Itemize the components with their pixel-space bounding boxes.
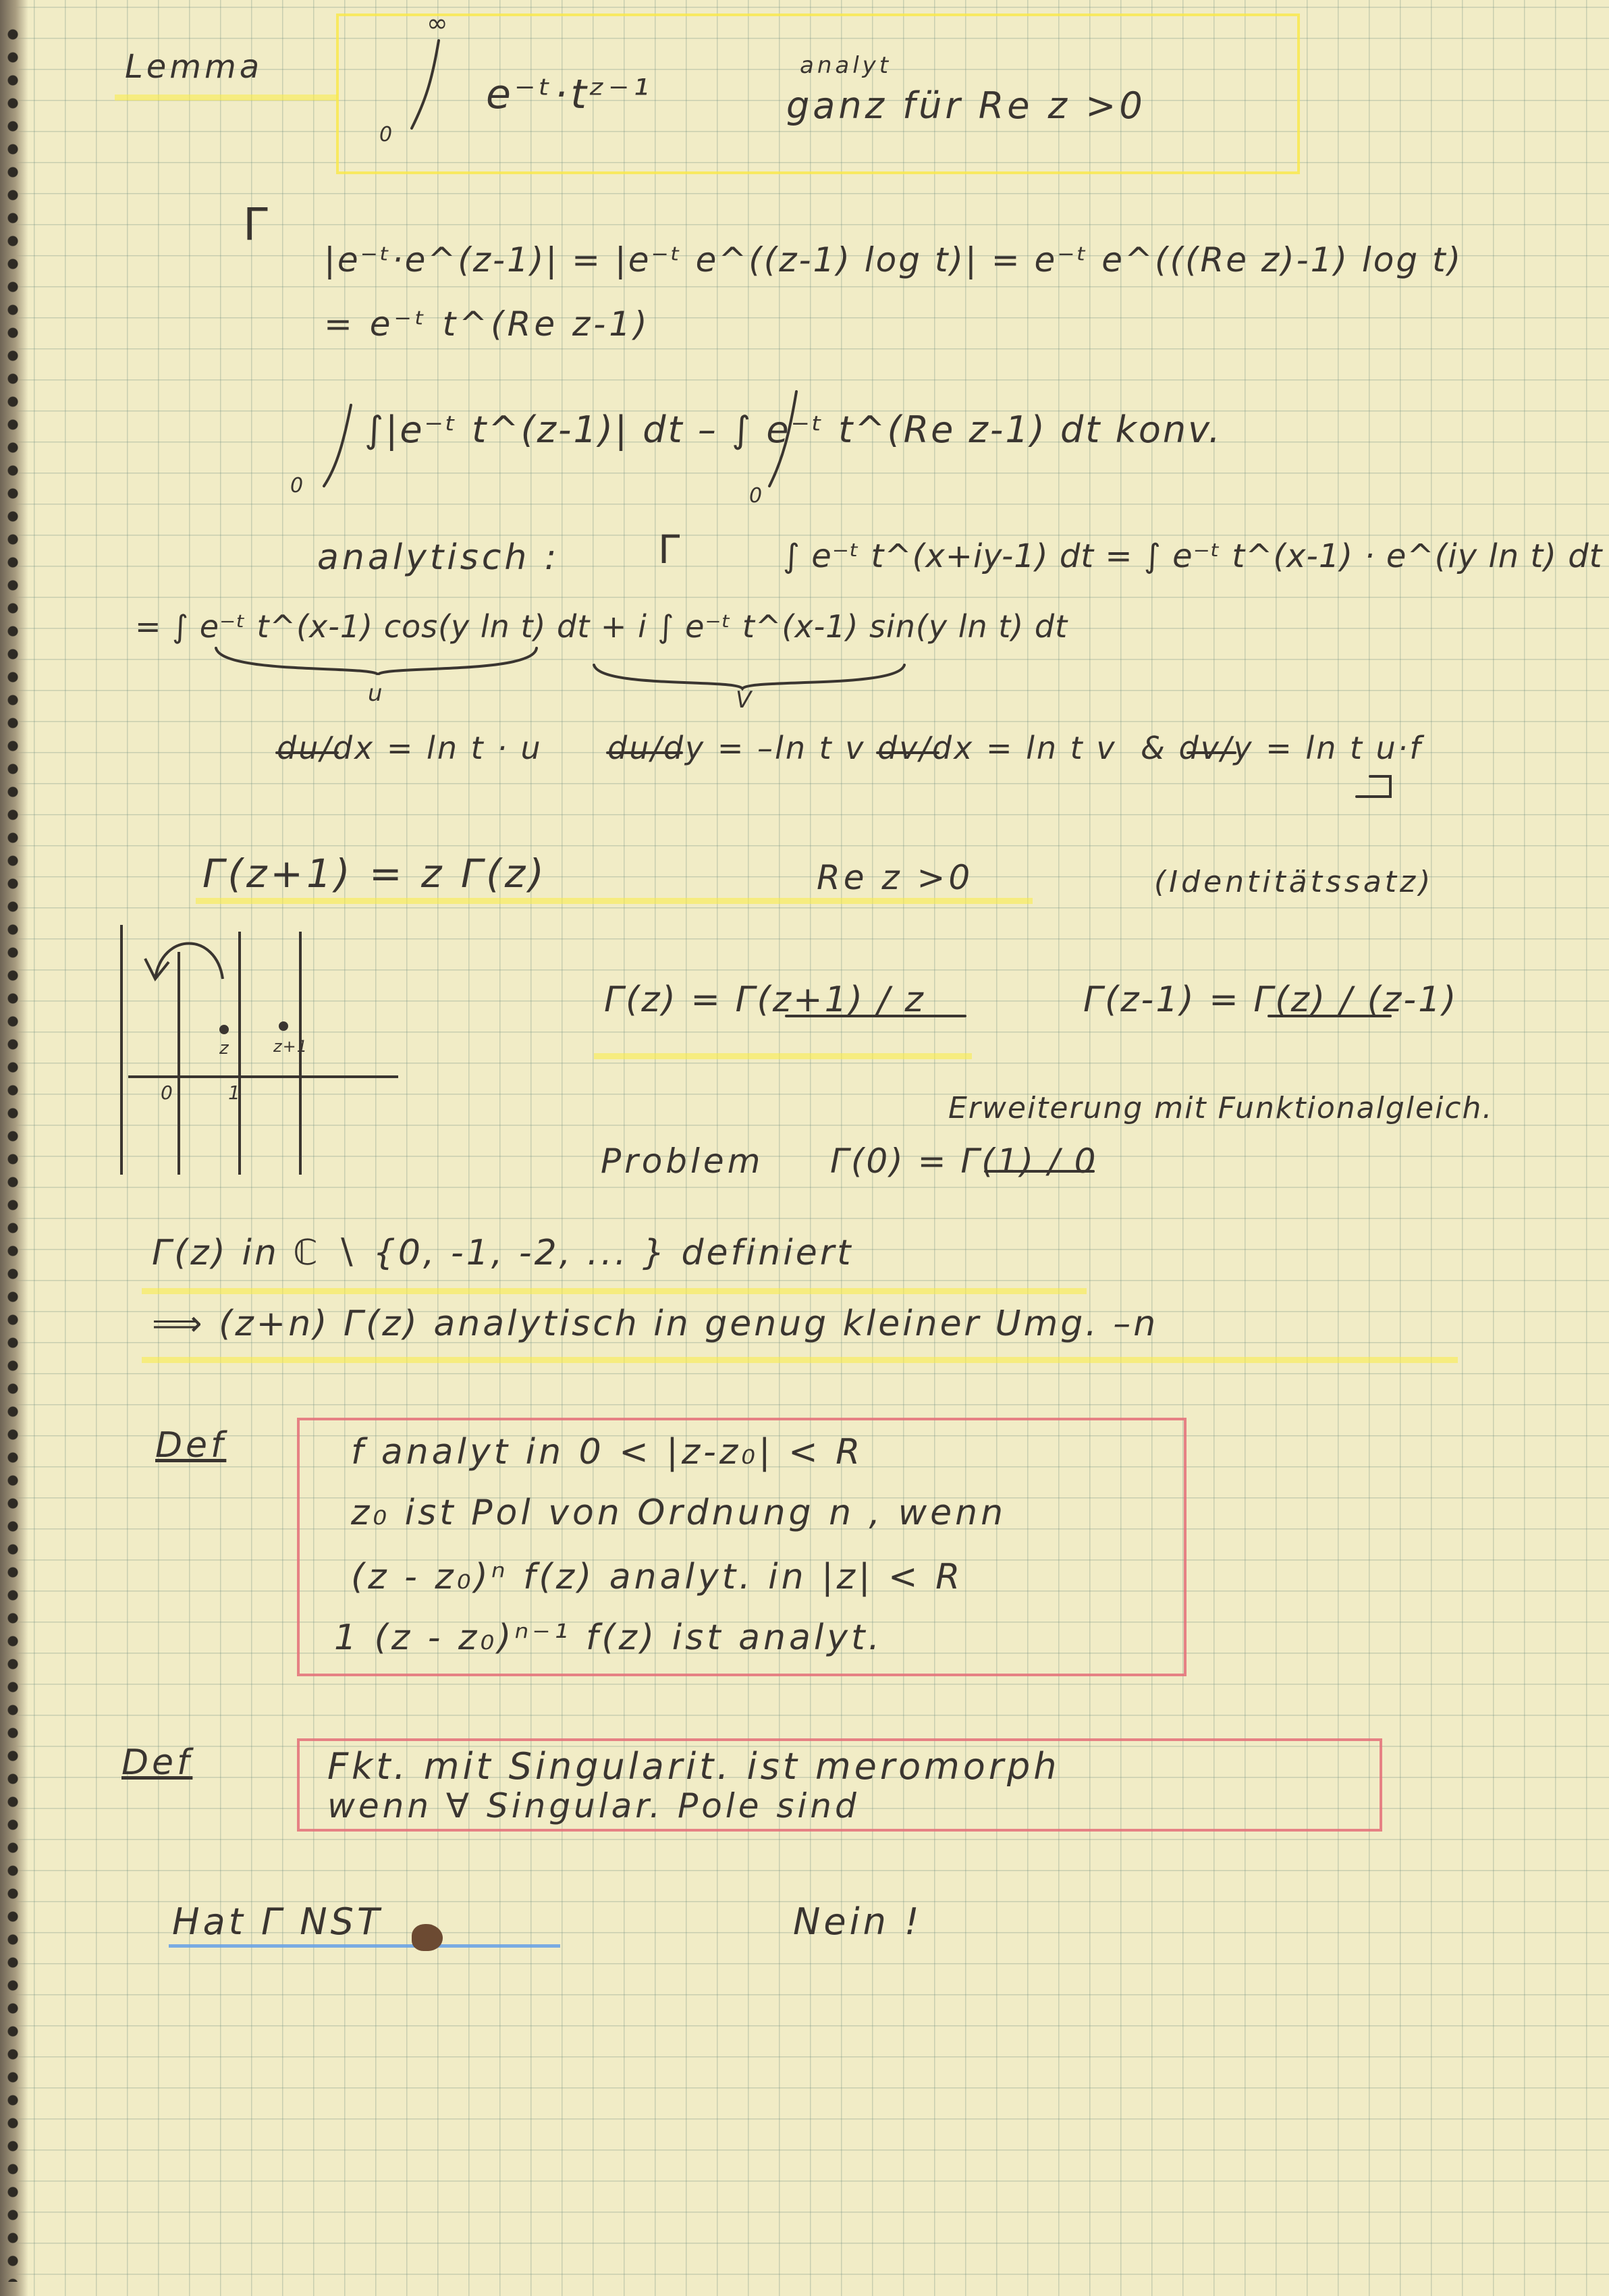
sketch-label-z: z [219, 1038, 232, 1059]
lemma-integral-upper: ∞ [427, 8, 452, 38]
problem-label: Problem [601, 1142, 764, 1181]
proof-line2: = e⁻ᵗ t^(Re z-1) [324, 304, 651, 344]
analytic-expr-a: ∫ e⁻ᵗ t^(x+iy-1) dt = ∫ e⁻ᵗ t^(x-1) · e^(iy ln t) dt [783, 537, 1603, 575]
def1-label: Def [155, 1425, 227, 1466]
def1-line1: f analyt in 0 < |z-z₀| < R [351, 1432, 864, 1472]
analytic-gamma: Γ [658, 527, 684, 572]
complex-plane-sketch [121, 925, 398, 1175]
cauchy-riemann-4: & dv/y = ln t u·f [1141, 730, 1423, 766]
lemma-integral-lower: 0 [379, 123, 396, 146]
brace-u-label: u [368, 680, 386, 707]
cauchy-riemann-3: dv/dx = ln t v [877, 730, 1117, 766]
lemma-label: Lemma [125, 48, 263, 86]
cauchy-riemann-1: du/dx = ln t · u [277, 730, 543, 766]
proof-line1: |e⁻ᵗ·e^(z-1)| = |e⁻ᵗ e^((z-1) log t)| = e⁻ᵗ e^(((Re z)-1) log t) [324, 240, 1463, 279]
proof-lower-b: 0 [749, 484, 766, 508]
extension-note: Erweiterung mit Funktionalgleich. [948, 1091, 1494, 1125]
domain-line1: Γ(z) in ℂ ∖ {0, -1, -2, ... } definiert [152, 1233, 854, 1273]
proof-gamma: Γ [243, 198, 271, 250]
analytic-label: analytisch : [317, 537, 560, 578]
analytic-expr-b: = ∫ e⁻ᵗ t^(x-1) cos(y ln t) dt + i ∫ e⁻ᵗ t^(x-1) sin(y ln t) dt [135, 608, 1068, 645]
functional-equation: Γ(z+1) = z Γ(z) [202, 851, 547, 897]
def2-line2: wenn ∀ Singular. Pole sind [327, 1786, 860, 1825]
def1-line2: z₀ ist Pol von Ordnung n , wenn [351, 1493, 1007, 1533]
integral-sign-proof-1 [324, 405, 351, 486]
sketch-label-1: 1 [228, 1082, 244, 1104]
extension-eq1: Γ(z) = Γ(z+1) / z [604, 980, 925, 1020]
def2-label: Def [121, 1742, 193, 1783]
functional-note: (Identitätssatz) [1154, 865, 1434, 899]
sketch-label-z1: z+1 [273, 1037, 308, 1056]
arrow-arc [155, 944, 223, 980]
lemma-statement: ganz für Re z >0 [786, 84, 1146, 127]
cauchy-riemann-2: du/dy = –ln t v [607, 730, 866, 766]
brace-u [216, 648, 537, 675]
proof-end-mark [1357, 776, 1390, 797]
functional-condition: Re z >0 [817, 858, 974, 897]
proof-line3: ∫|e⁻ᵗ t^(z-1)| dt – ∫ e⁻ᵗ t^(Re z-1) dt konv. [364, 408, 1222, 451]
brace-v-label: V [736, 687, 755, 714]
question-label: Hat Γ NST [172, 1900, 383, 1943]
sketch-label-0: 0 [161, 1082, 176, 1104]
def1-line3: (z - z₀)ⁿ f(z) analyt. in |z| < R [351, 1557, 964, 1597]
point-z [221, 1026, 227, 1033]
proof-lower-a: 0 [290, 474, 307, 498]
lemma-integrand: e⁻ᵗ·tᶻ⁻¹ [486, 71, 653, 118]
domain-line2: ⟹ (z+n) Γ(z) analytisch in genug kleiner Umg. –n [152, 1304, 1159, 1344]
extension-eq2: Γ(z-1) = Γ(z) / (z-1) [1083, 980, 1458, 1020]
lemma-note-top: analyt [800, 52, 892, 79]
problem-equation: Γ(0) = Γ(1) / 0 [830, 1142, 1098, 1181]
brace-v [594, 665, 904, 689]
def1-line4: 1 (z - z₀)ⁿ⁻¹ f(z) ist analyt. [334, 1618, 883, 1658]
integral-sign-lemma [412, 41, 439, 128]
question-answer: Nein ! [793, 1900, 923, 1943]
def2-line1: Fkt. mit Singularit. ist meromorph [327, 1745, 1060, 1788]
point-z1 [280, 1023, 287, 1030]
